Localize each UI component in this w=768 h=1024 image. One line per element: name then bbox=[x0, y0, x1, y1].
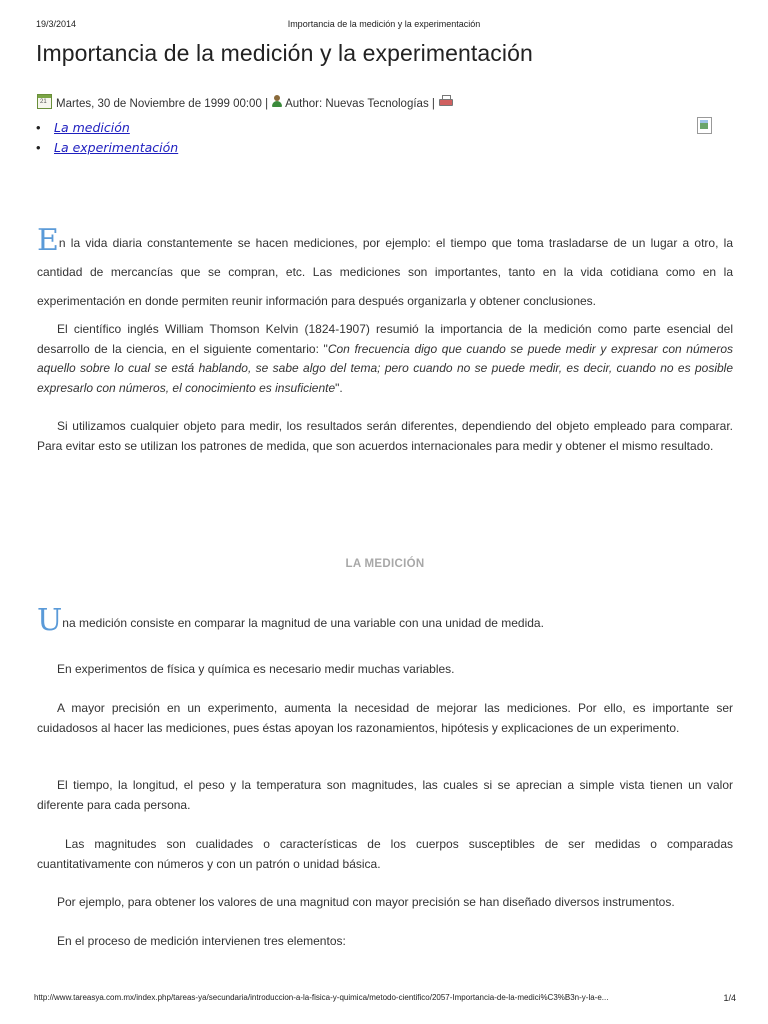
meta-separator: | bbox=[265, 97, 269, 110]
section-title: LA MEDICIÓN bbox=[345, 558, 425, 570]
medicion-paragraph-2: En experimentos de física y química es necesario medir muchas variables. bbox=[57, 662, 455, 676]
medicion-paragraph-5: Las magnitudes son cualidades o características de los cuerpos susceptibles de ser medidas o comparadas cuantitativamente con números y con un patrón o unidad básica. bbox=[37, 837, 733, 871]
article-meta bbox=[37, 96, 452, 111]
user-icon bbox=[271, 95, 283, 108]
intro-paragraph-2: El científico inglés William Thomson Kelvin (1824-1907) resumió la importancia de la medición como parte esencial del desarrollo de la ciencia, en el siguiente comentario: "Con frecuencia digo que cuando se puede medir y expresar con números aquello sobre lo cual se está hablando, se sabe algo del tema; pero cuando no se puede medir, es decir, cuando no es posible expresarlo con números, el conocimiento es insuficiente". bbox=[37, 322, 733, 395]
toc-item bbox=[36, 138, 178, 158]
author: Author: Nuevas Tecnologías bbox=[285, 97, 429, 110]
medicion-paragraph-6: Por ejemplo, para obtener los valores de una magnitud con mayor precisión se han diseñado diversos instrumentos. bbox=[57, 895, 675, 909]
printer-icon[interactable] bbox=[439, 95, 452, 106]
intro-paragraph-3: Si utilizamos cualquier objeto para medir, los resultados serán diferentes, dependiendo del objeto empleado para comparar. Para evitar esto se utilizan los patrones de medida, que son acuerdos internacionales para medir y obtener el mismo resultado. bbox=[37, 419, 733, 453]
medicion-paragraph-3: A mayor precisión en un experimento, aumenta la necesidad de mejorar las mediciones. Por ello, es importante ser cuidadosos al hacer las mediciones, pues éstas apoyan los razonamientos, hipótesis y explicaciones de un experimento. bbox=[37, 701, 733, 735]
broken-image-icon bbox=[697, 117, 713, 135]
intro-paragraph-1: En la vida diaria constantemente se hacen mediciones, por ejemplo: el tiempo que toma trasladarse de un lugar a otro, la cantidad de mercancías que se compran, etc. Las mediciones son importantes, tanto en la vida cotidiana como en la experimentación en donde permiten reunir información para después organizarla y obtener conclusiones. bbox=[37, 223, 733, 308]
kelvin-quote: Con frecuencia digo que cuando se puede medir y expresar con números aquello sobre lo cual se está hablando, se sabe algo del tema; pero cuando no se puede medir, es decir, cuando no es posible expresarlo con números, el conocimiento es insuficiente bbox=[37, 341, 733, 395]
toc-link-medicion[interactable]: La medición bbox=[54, 120, 130, 135]
page-title: Importancia de la medición y la experimentación bbox=[36, 40, 533, 66]
table-of-contents bbox=[36, 118, 178, 158]
print-url: http://www.tareasya.com.mx/index.php/tareas-ya/secundaria/introduccion-a-la-fisica-y-quimica/metodo-cientifico/2057-Importancia-de-la-medici%C3%B3n-y-la-e... bbox=[34, 993, 609, 1002]
print-footer bbox=[34, 993, 736, 1005]
medicion-paragraph-7: En el proceso de medición intervienen tres elementos: bbox=[57, 934, 346, 948]
toc-item bbox=[36, 118, 178, 138]
print-doc-title: Importancia de la medición y la experimentación bbox=[287, 19, 481, 29]
page-number: 1/4 bbox=[723, 993, 736, 1003]
print-header bbox=[36, 19, 732, 33]
meta-separator: | bbox=[431, 97, 435, 110]
medicion-paragraph-4: El tiempo, la longitud, el peso y la temperatura son magnitudes, las cuales si se aprecian a simple vista tienen un valor diferente para cada persona. bbox=[37, 778, 733, 812]
print-date: 19/3/2014 bbox=[36, 19, 77, 29]
toc-link-experimentacion[interactable]: La experimentación bbox=[54, 140, 179, 155]
dropcap: U bbox=[37, 603, 63, 638]
publish-date: Martes, 30 de Noviembre de 1999 00:00 bbox=[56, 97, 262, 110]
calendar-icon bbox=[37, 94, 52, 109]
medicion-paragraph-1: Una medición consiste en comparar la magnitud de una variable con una unidad de medida. bbox=[37, 603, 544, 638]
dropcap: E bbox=[37, 223, 59, 258]
